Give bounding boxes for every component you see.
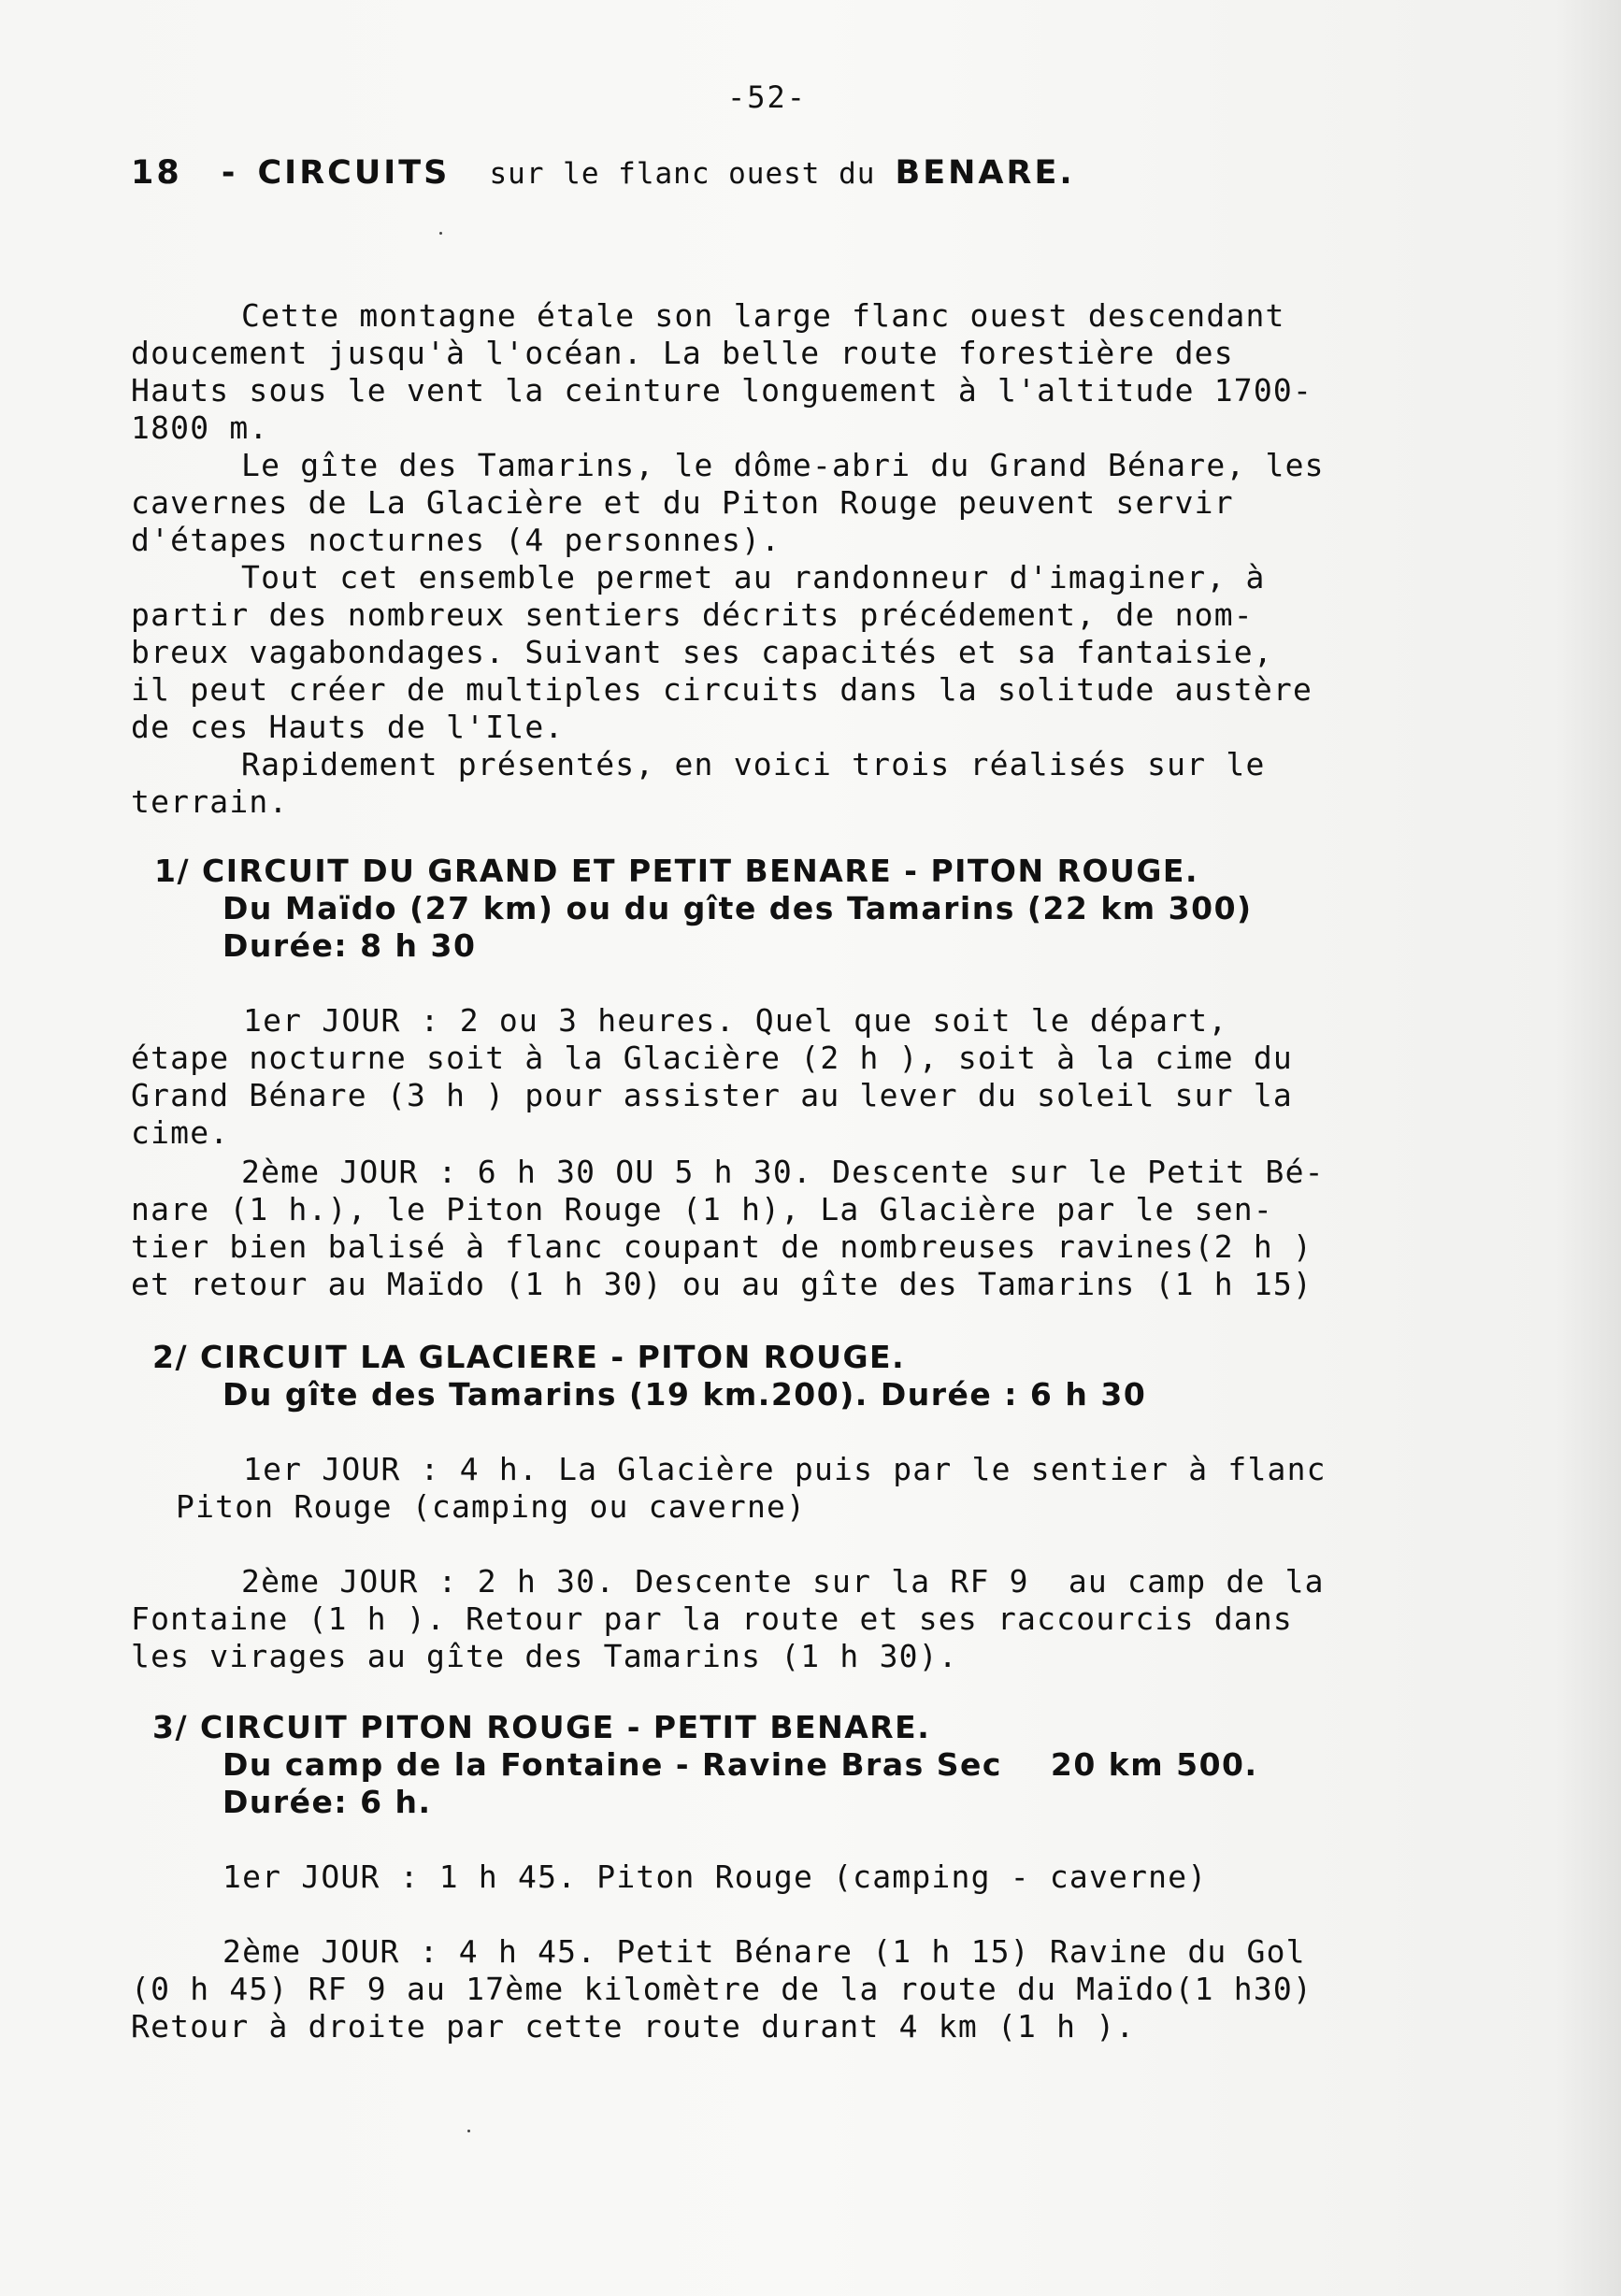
body-line: Tout cet ensemble permet au randonneur d'imaginer, à bbox=[241, 559, 1266, 596]
body-line: breux vagabondages. Suivant ses capacités et sa fantaisie, bbox=[131, 634, 1273, 670]
body-line: tier bien balisé à flanc coupant de nombreuses ravines(2 h ) bbox=[131, 1228, 1313, 1265]
body-line: cavernes de La Glacière et du Piton Rouge peuvent servir bbox=[131, 484, 1234, 521]
section-number: 18 bbox=[131, 154, 182, 192]
heading-dash: - bbox=[221, 154, 238, 192]
heading-end: . bbox=[1059, 154, 1075, 192]
body-line: 1er JOUR : 4 h. La Glacière puis par le sentier à flanc bbox=[243, 1451, 1327, 1487]
circuit-1-title: 1/ CIRCUIT DU GRAND ET PETIT BENARE - PITON ROUGE. bbox=[154, 853, 1199, 889]
circuit-3-route: Du camp de la Fontaine - Ravine Bras Sec 20 km 500. bbox=[222, 1746, 1258, 1783]
body-line: Rapidement présentés, en voici trois réalisés sur le bbox=[241, 746, 1266, 782]
body-line: Le gîte des Tamarins, le dôme-abri du Grand Bénare, les bbox=[241, 447, 1325, 483]
body-line: 1800 m. bbox=[131, 409, 269, 446]
body-line: terrain. bbox=[131, 783, 289, 820]
body-line: Cette montagne étale son large flanc ouest descendant bbox=[241, 297, 1285, 334]
body-line: nare (1 h.), le Piton Rouge (1 h), La Glacière par le sen- bbox=[131, 1191, 1273, 1227]
body-line: (0 h 45) RF 9 au 17ème kilomètre de la route du Maïdo(1 h30) bbox=[131, 1971, 1313, 2007]
body-line: 2ème JOUR : 6 h 30 OU 5 h 30. Descente sur le Petit Bé- bbox=[241, 1154, 1325, 1190]
body-line: cime. bbox=[131, 1114, 230, 1151]
circuit-1-duration: Durée: 8 h 30 bbox=[222, 927, 477, 964]
body-line: Retour à droite par cette route durant 4 km (1 h ). bbox=[131, 2008, 1136, 2045]
circuit-3-duration: Durée: 6 h. bbox=[222, 1784, 432, 1820]
body-line: d'étapes nocturnes (4 personnes). bbox=[131, 522, 782, 558]
speck bbox=[439, 232, 442, 235]
body-line: Piton Rouge (camping ou caverne) bbox=[176, 1488, 807, 1525]
body-line: étape nocturne soit à la Glacière (2 h ), soit à la cime du bbox=[131, 1040, 1293, 1076]
page-number: -52- bbox=[727, 79, 808, 115]
body-line: 1er JOUR : 2 ou 3 heures. Quel que soit le départ, bbox=[243, 1002, 1228, 1039]
circuit-1-route: Du Maïdo (27 km) ou du gîte des Tamarins (22 km 300) bbox=[222, 890, 1253, 926]
body-line: Fontaine (1 h ). Retour par la route et ses raccourcis dans bbox=[131, 1600, 1293, 1637]
body-line: 1er JOUR : 1 h 45. Piton Rouge (camping - caverne) bbox=[222, 1858, 1208, 1895]
body-line: partir des nombreux sentiers décrits précédement, de nom- bbox=[131, 596, 1254, 633]
circuit-3-title: 3/ CIRCUIT PITON ROUGE - PETIT BENARE. bbox=[152, 1709, 931, 1745]
speck bbox=[467, 2130, 470, 2132]
body-line: doucement jusqu'à l'océan. La belle route forestière des bbox=[131, 335, 1234, 371]
heading-subtitle: sur le flanc ouest du bbox=[489, 157, 876, 191]
body-line: 2ème JOUR : 2 h 30. Descente sur la RF 9 au camp de la bbox=[241, 1563, 1325, 1600]
body-line: Hauts sous le vent la ceinture longuement à l'altitude 1700- bbox=[131, 372, 1313, 409]
circuit-2-title: 2/ CIRCUIT LA GLACIERE - PITON ROUGE. bbox=[152, 1339, 906, 1375]
body-line: 2ème JOUR : 4 h 45. Petit Bénare (1 h 15) Ravine du Gol bbox=[222, 1933, 1306, 1970]
body-line: de ces Hauts de l'Ile. bbox=[131, 709, 565, 745]
heading-place: BENARE bbox=[895, 154, 1060, 192]
body-line: les virages au gîte des Tamarins (1 h 30). bbox=[131, 1638, 958, 1674]
heading-title: CIRCUITS bbox=[257, 154, 451, 192]
body-line: et retour au Maïdo (1 h 30) ou au gîte des Tamarins (1 h 15) bbox=[131, 1266, 1313, 1302]
circuit-2-route: Du gîte des Tamarins (19 km.200). Durée : 6 h 30 bbox=[222, 1376, 1147, 1413]
body-line: il peut créer de multiples circuits dans la solitude austère bbox=[131, 671, 1313, 708]
section-heading bbox=[131, 154, 1075, 192]
body-line: Grand Bénare (3 h ) pour assister au lever du soleil sur la bbox=[131, 1077, 1293, 1113]
